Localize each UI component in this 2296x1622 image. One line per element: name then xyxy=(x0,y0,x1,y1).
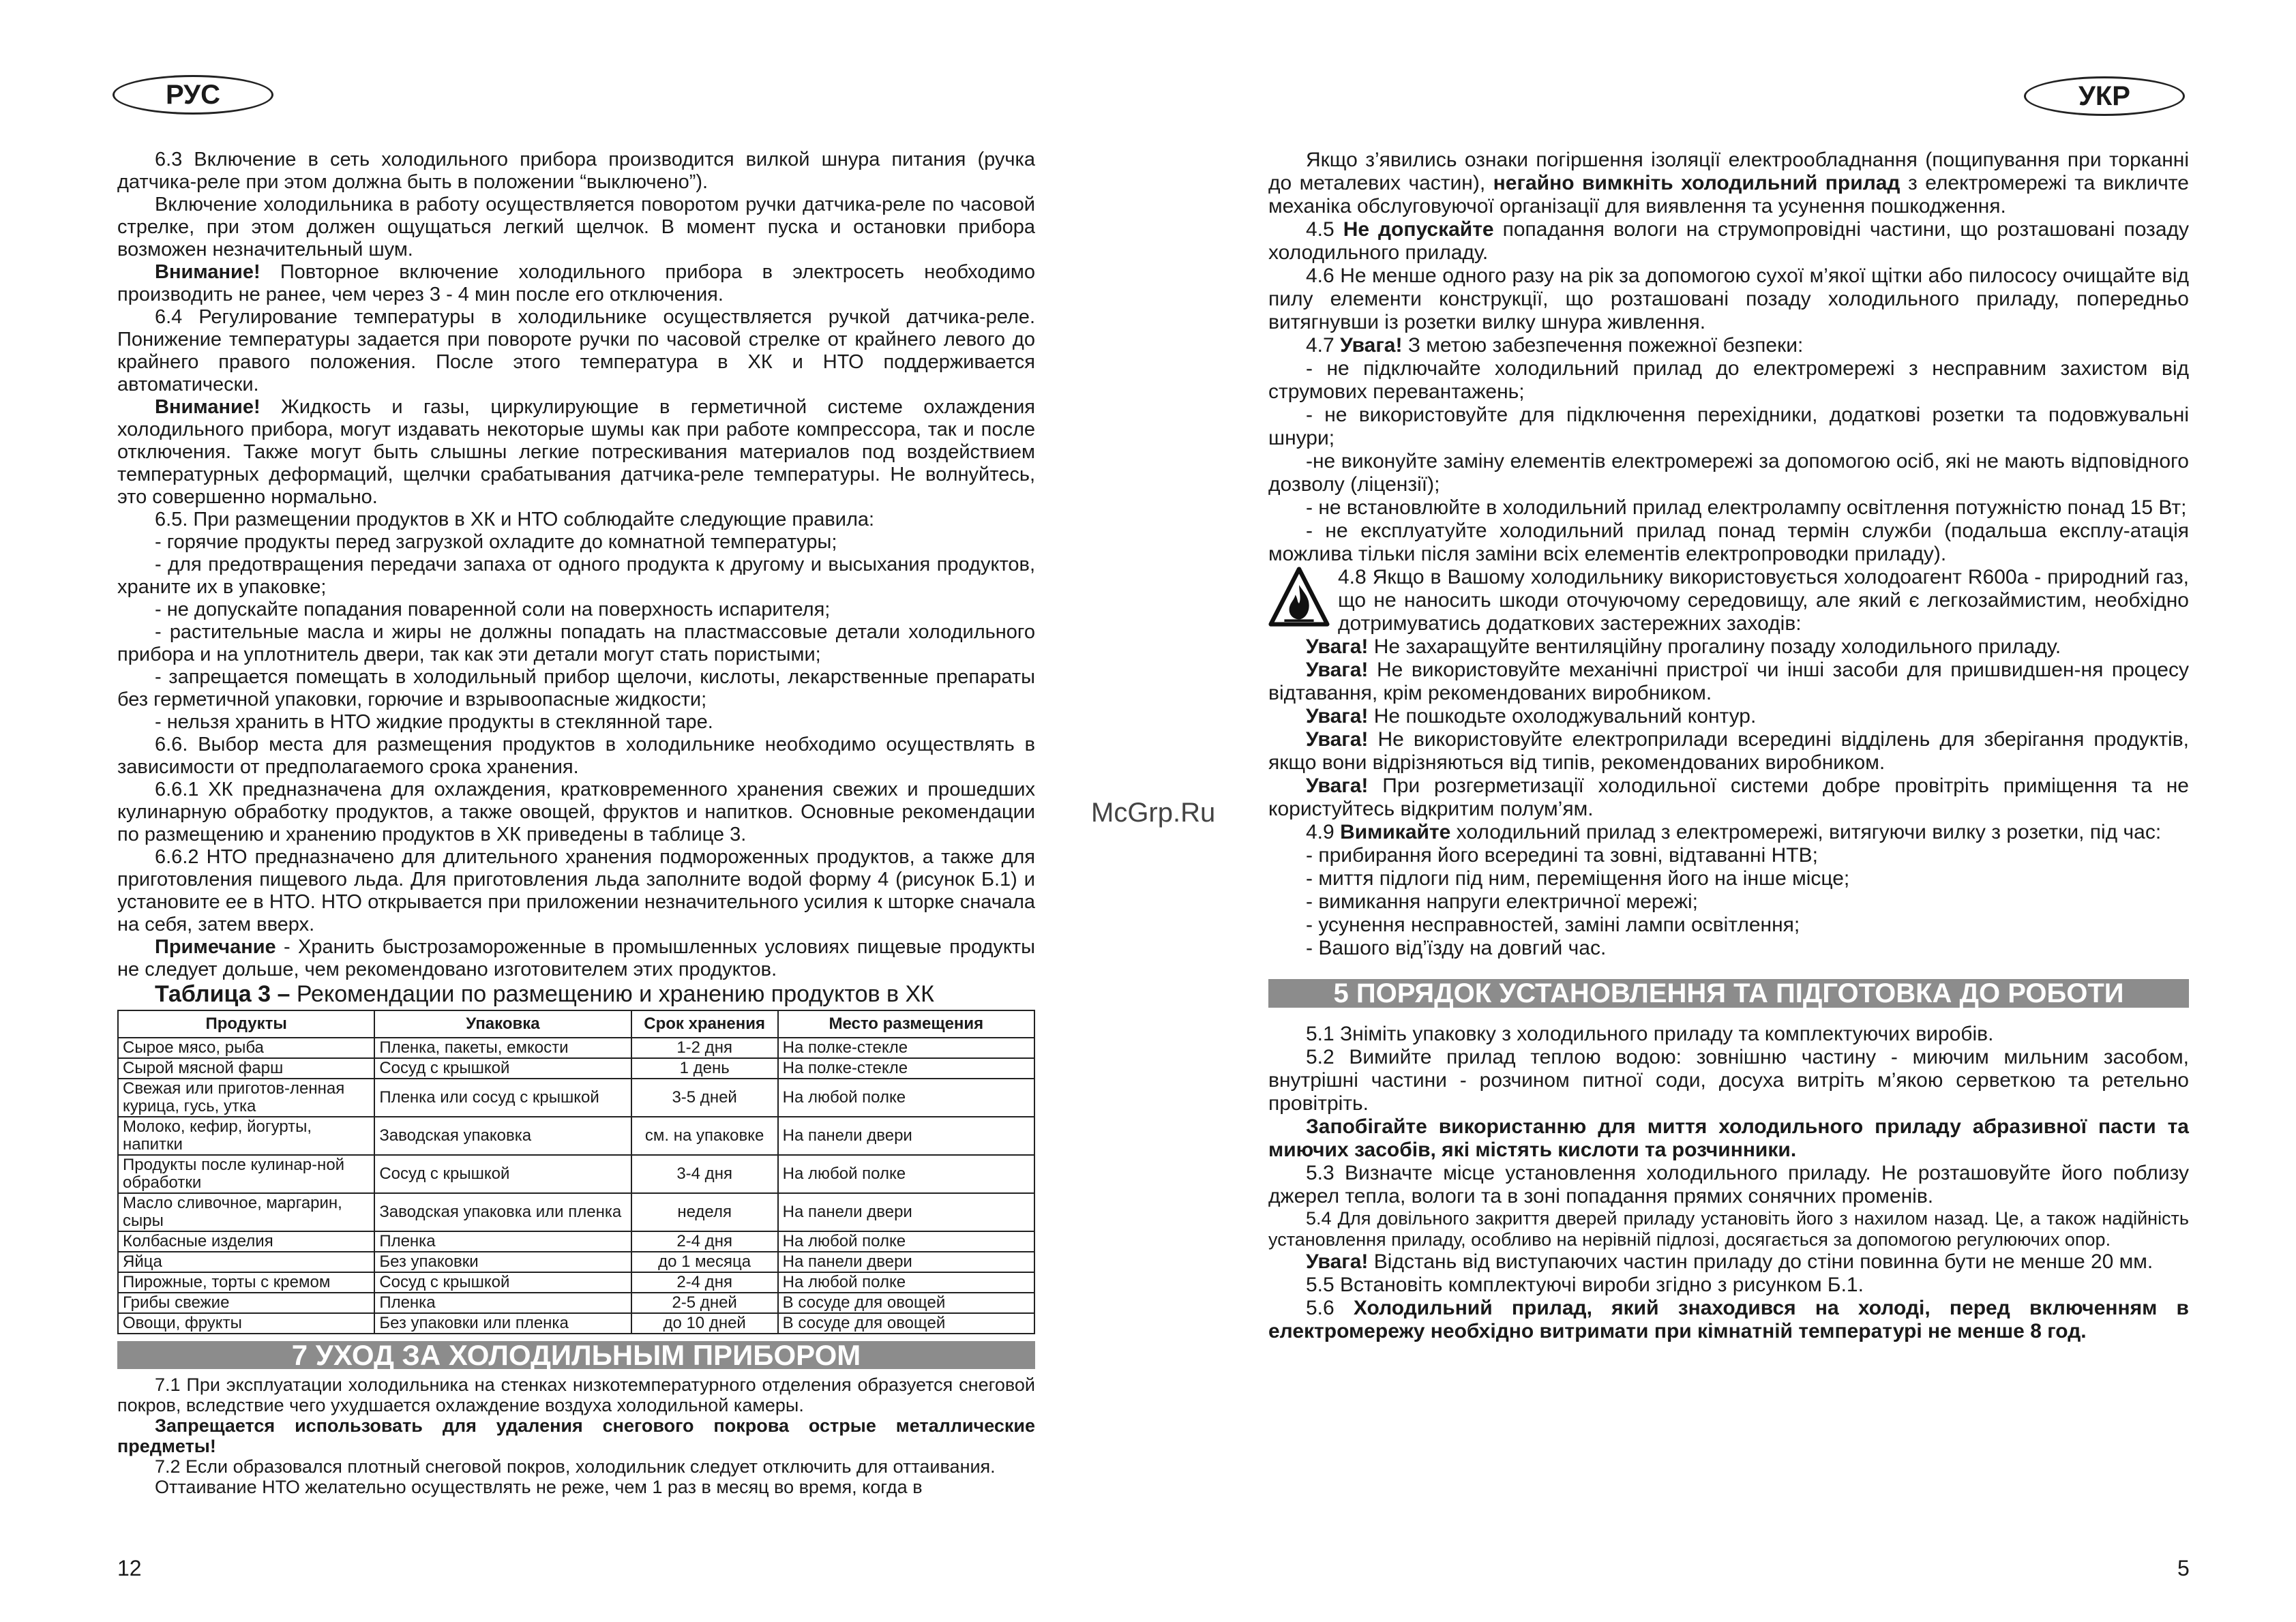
para-7-3: Оттаивание НТО желательно осуществлять не реже, чем 1 раз в месяц во время, когда в xyxy=(155,1477,923,1497)
table-cell: Пирожные, торты с кремом xyxy=(118,1272,374,1293)
para-4-8: 4.8 Якщо в Вашому холодильнику використовується холодоагент R600a - природний газ, що не наносить шкоди оточуючому середовищу, але який є легкозаймистим, необхідно дотримуватись додаткових застережних заходів: xyxy=(1338,566,2189,635)
list-item: - не використовуйте для підключення перехідники, додаткові розетки та подовжувальні шнури; xyxy=(1268,404,2189,449)
table-cell: Пленка или сосуд с крышкой xyxy=(374,1079,631,1117)
list-item: -не виконуйте заміну елементів електромережі за допомогою осіб, які не мають відповідного дозволу (ліцензії); xyxy=(1268,450,2189,496)
list-item: - усунення несправностей, заміні лампи освітлення; xyxy=(1306,914,1800,936)
para-7-1: 7.1 При эксплуатации холодильника на стенках низкотемпературного отделения образуется снеговой покров, вследствие чего ухудшается охлаждение воздуха холодильной камеры. xyxy=(117,1375,1035,1415)
table-cell: 3-5 дней xyxy=(631,1079,778,1117)
table-header: Срок хранения xyxy=(631,1010,778,1038)
para-6-3: 6.3 Включение в сеть холодильного прибора производится вилкой шнура питания (ручка датчика-реле при этом должна быть в положении “выключено”). xyxy=(117,149,1035,193)
table-cell: Заводская упаковка или пленка xyxy=(374,1193,631,1231)
section-title-5: 5 ПОРЯДОК УСТАНОВЛЕННЯ ТА ПІДГОТОВКА ДО РОБОТИ xyxy=(1268,979,2189,1008)
table-cell: На полке-стекле xyxy=(778,1058,1034,1079)
watermark: McGrp.Ru xyxy=(1091,798,1216,828)
table-cell: Продукты после кулинар-ной обработки xyxy=(118,1155,374,1193)
list-item: - миття підлоги під ним, переміщення його на інше місце; xyxy=(1306,867,1850,890)
table-row xyxy=(118,1231,1034,1252)
table-cell: Свежая или приготов-ленная курица, гусь, утка xyxy=(118,1079,374,1117)
attention-item: Увага! При розгерметизації холодильної системи добре провітріть приміщення та не користуйтесь відкритим полум’ям. xyxy=(1268,775,2189,820)
table-cell: Пленка xyxy=(374,1231,631,1252)
para-6-6-1: 6.6.1 ХК предназначена для охлаждения, кратковременного хранения свежих и прошедших кулинарную обработку продуктов, а также овощей, фруктов и напитков. Основные рекомендации по размещению и хранению продуктов в ХК приведены в таблице 3. xyxy=(117,779,1035,845)
table-row xyxy=(118,1079,1034,1117)
table-cell: На любой полке xyxy=(778,1231,1034,1252)
table-cell: Заводская упаковка xyxy=(374,1117,631,1155)
table-cell: Овощи, фрукты xyxy=(118,1313,374,1334)
para-5-4: 5.4 Для довільного закриття дверей приладу установіть його з нахилом назад. Це, а також надійність установлення приладу, особливо на нерівній підлозі, досягається за допомогою регулюючих опор. xyxy=(1268,1208,2189,1250)
table-header: Упаковка xyxy=(374,1010,631,1038)
table-cell: 1-2 дня xyxy=(631,1038,778,1058)
list-item: - Вашого від’їзду на довгий час. xyxy=(1306,937,1607,959)
table-cell: Сосуд с крышкой xyxy=(374,1058,631,1079)
table-row xyxy=(118,1293,1034,1313)
para-5-5: 5.5 Встановіть комплектуючі вироби згідно з рисунком Б.1. xyxy=(1306,1274,1864,1296)
para-note: Примечание - Хранить быстрозамороженные в промышленных условиях пищевые продукты не следует дольше, чем рекомендовано изготовителем этих продуктов. xyxy=(117,936,1036,980)
attention-item: Увага! Не використовуйте механічні пристрої чи інші засоби для пришвидшен-ня процесу відтавання, крім рекомендованих виробником. xyxy=(1268,659,2189,704)
table-cell: Масло сливочное, маргарин, сыры xyxy=(118,1193,374,1231)
table-cell: 2-4 дня xyxy=(631,1231,778,1252)
para-warning-1: Внимание! Повторное включение холодильного прибора в электросеть необходимо производить не ранее, чем через 3 - 4 мин после его отключения. xyxy=(117,261,1035,305)
para-4-9: 4.9 Вимикайте холодильний прилад з електромережі, витягуючи вилку з розетки, під час: xyxy=(1306,821,2162,843)
para-turn-on: Включение холодильника в работу осуществляется поворотом ручки датчика-реле по часовой стрелке, при этом должен ощущаться легкий щелчок. В момент пуска и остановки прибора возможен незначительный шум. xyxy=(117,194,1035,260)
para-5-4-warning: Увага! Відстань від виступаючих частин приладу до стіни повинна бути не менше 20 мм. xyxy=(1306,1250,2153,1273)
table-cell: Без упаковки xyxy=(374,1252,631,1272)
list-item: - прибирання його всередині та зовні, відтаванні НТВ; xyxy=(1306,844,1818,867)
table-cell: Пленка xyxy=(374,1293,631,1313)
attention-item: Увага! Не пошкодьте охолоджувальний контур. xyxy=(1306,705,1757,727)
attention-item: Увага! Не використовуйте електроприлади всередині відділень для зберігання продуктів, якщо вони відрізняються від типів, рекомендованих виробником. xyxy=(1268,728,2189,774)
table-cell: На любой полке xyxy=(778,1155,1034,1193)
lang-badge-ukr: УКР xyxy=(2024,76,2185,116)
table-cell: Пленка, пакеты, емкости xyxy=(374,1038,631,1058)
table-cell: Без упаковки или пленка xyxy=(374,1313,631,1334)
para-5-3: 5.3 Визначте місце установлення холодильного приладу. Не розташовуйте його поблизу джерел тепла, вологи та в зоні попадання прямих сонячних променів. xyxy=(1268,1162,2189,1207)
para-5-2-warning: Запобігайте використанню для миття холодильного приладу абразивної пасти та миючих засобів, які містять кислоти та розчинники. xyxy=(1268,1115,2189,1161)
table-cell: На панели двери xyxy=(778,1252,1034,1272)
right-text-column xyxy=(1268,149,2189,1343)
table-caption: Таблица 3 – Рекомендации по размещению и хранению продуктов в ХК xyxy=(155,981,934,1007)
table-cell: Сосуд с крышкой xyxy=(374,1155,631,1193)
table-row xyxy=(118,1117,1034,1155)
table-cell: Сырое мясо, рыба xyxy=(118,1038,374,1058)
table-cell: Сосуд с крышкой xyxy=(374,1272,631,1293)
table-row xyxy=(118,1272,1034,1293)
table-cell: В сосуде для овощей xyxy=(778,1313,1034,1334)
warning-label: Внимание! xyxy=(155,261,260,283)
para-5-6: 5.6 Холодильний прилад, який знаходився на холоді, перед включенням в електромережу необхідно витримати при кімнатній температурі не менше 8 год. xyxy=(1268,1297,2189,1342)
list-item: - вимикання напруги електричної мережі; xyxy=(1306,890,1698,913)
list-item: - растительные масла и жиры не должны попадать на пластмассовые детали холодильного прибора и на уплотнитель двери, так как эти детали могут стать пористыми; xyxy=(117,621,1035,665)
table-cell: 3-4 дня xyxy=(631,1155,778,1193)
attention-item: Увага! Не захаращуйте вентиляційну прогалину позаду холодильного приладу. xyxy=(1306,635,2061,658)
table-cell: На панели двери xyxy=(778,1193,1034,1231)
table-row xyxy=(118,1155,1034,1193)
table-cell: до 10 дней xyxy=(631,1313,778,1334)
para-4-7: 4.7 Увага! З метою забезпечення пожежної безпеки: xyxy=(1306,334,1804,357)
table-cell: В сосуде для овощей xyxy=(778,1293,1034,1313)
table-body xyxy=(118,1038,1034,1334)
list-item: - не встановлюйте в холодильний прилад електролампу освітлення потужністю понад 15 Вт; xyxy=(1306,496,2187,519)
table-row xyxy=(118,1313,1034,1334)
table-row xyxy=(118,1058,1034,1079)
table-cell: см. на упаковке xyxy=(631,1117,778,1155)
warning-label: Внимание! xyxy=(155,396,260,418)
list-item: - запрещается помещать в холодильный прибор щелочи, кислоты, лекарственные препараты без герметичной упаковки, горючие и взрывоопасные жидкости; xyxy=(117,666,1035,710)
para-4-6: 4.6 Не менше одного разу на рік за допомогою сухої м’якої щітки або пилососу очищайте від пилу елементи конструкції, що розташовані позаду холодильного приладу, попередньо витягнувши із розетки вилку шнура живлення. xyxy=(1268,265,2189,333)
page-number-right: 5 xyxy=(2177,1556,2190,1580)
para-6-6-2: 6.6.2 НТО предназначено для длительного хранения подмороженных продуктов, а также для приготовления пищевого льда. Для приготовления льда заполните водой форму 4 (рисунок Б.1) и установите ее в НТО. НТО открывается при приложении незначительного усилия к шторке сначала на себя, затем вверх. xyxy=(117,846,1035,935)
table-row xyxy=(118,1038,1034,1058)
table-header: Место размещения xyxy=(778,1010,1034,1038)
list-item: - для предотвращения передачи запаха от одного продукта к другому и высыхания продуктов, храните их в упаковке; xyxy=(117,554,1035,598)
left-text-column xyxy=(117,149,1035,1497)
para-7-2: 7.2 Если образовался плотный снеговой покров, холодильник следует отключить для оттаивания. xyxy=(155,1456,996,1477)
para-4-8-block xyxy=(1268,566,2189,635)
table-header: Продукты xyxy=(118,1010,374,1038)
para-4-5: 4.5 Не допускайте попадання вологи на струмопровідні частини, що розташовані позаду холодильного приладу. xyxy=(1268,218,2190,264)
table-cell: Молоко, кефир, йогурты, напитки xyxy=(118,1117,374,1155)
list-item: - нельзя хранить в НТО жидкие продукты в стеклянной таре. xyxy=(155,711,713,733)
para-warning-2: Внимание! Жидкость и газы, циркулирующие в герметичной системе охлаждения холодильного прибора, могут издавать некоторые шумы как при работе компрессора, так и после отключения. Также могут быть слышны легкие потрескивания материалов под воздействием температурных деформаций, щелчки срабатывания датчика-реле температуры. Не волнуйтесь, это совершенно нормально. xyxy=(117,396,1035,508)
lang-badge-rus: РУС xyxy=(113,75,273,115)
table-cell: до 1 месяца xyxy=(631,1252,778,1272)
list-item: - не підключайте холодильний прилад до електромережі з несправним захистом від струмових перевантажень; xyxy=(1268,357,2189,403)
table-cell: На любой полке xyxy=(778,1079,1034,1117)
list-item: - не допускайте попадания поваренной соли на поверхность испарителя; xyxy=(155,599,831,620)
para-insulation: Якщо з’явились ознаки погіршення ізоляції електрообладнання (пощипування при торканні до металевих частин), негайно вимкніть холодильний прилад з електромережі та викличте механіка обслуговуючої організації для виявлення та усунення пошкодження. xyxy=(1268,149,2189,217)
table-cell: неделя xyxy=(631,1193,778,1231)
para-7-forbidden: Запрещается использовать для удаления снегового покрова острые металлические предметы! xyxy=(117,1415,1035,1456)
table-cell: Сырой мясной фарш xyxy=(118,1058,374,1079)
table-cell: На любой полке xyxy=(778,1272,1034,1293)
para-6-6: 6.6. Выбор места для размещения продуктов в холодильнике необходимо осуществлять в зависимости от предполагаемого срока хранения. xyxy=(117,734,1035,778)
table-cell: Яйца xyxy=(118,1252,374,1272)
note-label: Примечание xyxy=(155,936,276,958)
list-item: - горячие продукты перед загрузкой охладите до комнатной температуры; xyxy=(155,531,837,553)
table-cell: Грибы свежие xyxy=(118,1293,374,1313)
para-6-4: 6.4 Регулирование температуры в холодильнике осуществляется ручкой датчика-реле. Понижение температуры задается при повороте ручки по часовой стрелке от крайнего левого до крайнего правого положения. После этого температура в ХК и НТО поддерживается автоматически. xyxy=(117,306,1035,395)
storage-table xyxy=(117,1010,1035,1334)
table-header-row xyxy=(118,1010,1034,1038)
table-cell: 1 день xyxy=(631,1058,778,1079)
list-item: - не експлуатуйте холодильний прилад понад термін служби (подальша експлу-атація можлива тільки після заміни всіх елементів електропроводки приладу). xyxy=(1268,520,2189,565)
table-cell: На панели двери xyxy=(778,1117,1034,1155)
right-page xyxy=(1148,0,2296,1622)
table-cell: На полке-стекле xyxy=(778,1038,1034,1058)
para-6-5: 6.5. При размещении продуктов в ХК и НТО соблюдайте следующие правила: xyxy=(155,509,875,530)
table-row xyxy=(118,1252,1034,1272)
section-title-7: 7 УХОД ЗА ХОЛОДИЛЬНЫМ ПРИБОРОМ xyxy=(117,1341,1035,1369)
table-cell: 2-5 дней xyxy=(631,1293,778,1313)
table-cell: Колбасные изделия xyxy=(118,1231,374,1252)
table-row xyxy=(118,1193,1034,1231)
table-cell: 2-4 дня xyxy=(631,1272,778,1293)
flammable-warning-icon xyxy=(1268,566,1330,629)
page-number-left: 12 xyxy=(117,1556,142,1580)
para-5-1: 5.1 Зніміть упаковку з холодильного приладу та комплектуючих виробів. xyxy=(1306,1023,1994,1045)
para-5-2: 5.2 Вимийте прилад теплою водою: зовнішню частину - миючим мильним засобом, внутрішні частини - розчином питної соди, досуха витріть м’якою серветкою та ретельно провітріть. xyxy=(1268,1046,2189,1115)
